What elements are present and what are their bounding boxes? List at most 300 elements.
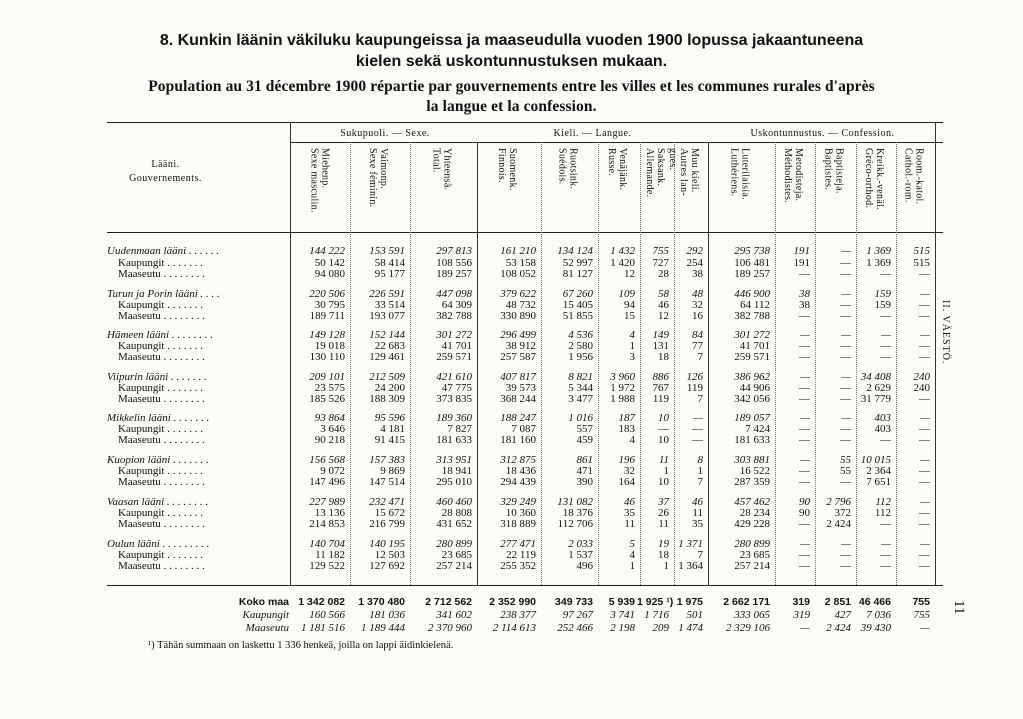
table-cell: 15 672 bbox=[374, 507, 405, 519]
table-cell: 108 052 bbox=[500, 268, 536, 280]
table-cell: — bbox=[840, 476, 851, 488]
table-cell: 19 bbox=[658, 538, 669, 550]
table-cell: 19 018 bbox=[314, 340, 345, 352]
table-cell: — bbox=[799, 560, 810, 572]
table-cell: — bbox=[840, 549, 851, 561]
table-cell: 4 bbox=[629, 434, 635, 446]
table-cell: — bbox=[799, 518, 810, 530]
table-cell: — bbox=[919, 476, 930, 488]
table-cell: 5 bbox=[629, 538, 635, 550]
total-cell: 1 925 ¹) bbox=[637, 596, 674, 608]
table-cell: 459 bbox=[576, 434, 593, 446]
table-cell: 44 906 bbox=[739, 382, 770, 394]
table-cell: 3 bbox=[629, 351, 635, 363]
table-cell: 403 bbox=[874, 423, 891, 435]
total-cell: 181 036 bbox=[369, 609, 405, 621]
table-cell: 183 bbox=[618, 423, 635, 435]
table-cell: 38 bbox=[692, 268, 703, 280]
table-cell: 129 461 bbox=[369, 351, 405, 363]
total-cell: 349 733 bbox=[555, 596, 593, 608]
row-label: Maaseutu . . . . . . . . bbox=[107, 476, 205, 488]
table-cell: — bbox=[919, 518, 930, 530]
table-cell: 52 997 bbox=[562, 257, 593, 269]
table-cell: 382 788 bbox=[734, 310, 770, 322]
table-row bbox=[107, 519, 937, 530]
table-cell: 7 bbox=[697, 549, 703, 561]
table-cell: 189 360 bbox=[436, 412, 472, 424]
table-cell: — bbox=[840, 560, 851, 572]
table-cell: 90 bbox=[799, 496, 810, 508]
table-cell: 47 775 bbox=[441, 382, 472, 394]
table-cell: 379 622 bbox=[500, 288, 536, 300]
table-cell: 1 bbox=[663, 465, 669, 477]
table-cell: 64 309 bbox=[441, 299, 472, 311]
total-cell: 2 198 bbox=[610, 622, 635, 634]
table-cell: 8 821 bbox=[568, 371, 593, 383]
table-cell: 15 405 bbox=[562, 299, 593, 311]
row-label: Mikkelin lääni . . . . . . . bbox=[107, 412, 210, 424]
table-cell: 2 796 bbox=[826, 496, 851, 508]
table-cell: 342 056 bbox=[734, 393, 770, 405]
table-cell: 373 835 bbox=[436, 393, 472, 405]
table-cell: 255 352 bbox=[500, 560, 536, 572]
total-label: Maaseutu bbox=[245, 622, 289, 634]
row-label: Vaasan lääni . . . . . . . . bbox=[107, 496, 209, 508]
footnote: ¹) Tähän summaan on laskettu 1 336 henkeä, joilla on lappi äidinkielenä. bbox=[148, 640, 454, 651]
table-cell: 91 415 bbox=[374, 434, 405, 446]
body-bottom-rule bbox=[107, 585, 943, 586]
table-cell: — bbox=[841, 245, 851, 257]
table-cell: 3 960 bbox=[610, 371, 635, 383]
table-cell: — bbox=[840, 351, 851, 363]
table-cell: 55 bbox=[840, 454, 851, 466]
table-cell: 10 bbox=[658, 412, 669, 424]
table-cell: 257 587 bbox=[500, 351, 536, 363]
table-cell: — bbox=[799, 268, 810, 280]
table-cell: — bbox=[919, 299, 930, 311]
table-cell: 24 200 bbox=[374, 382, 405, 394]
table-cell: 131 082 bbox=[557, 496, 593, 508]
table-cell: 330 890 bbox=[500, 310, 536, 322]
table-cell: 119 bbox=[652, 393, 669, 405]
table-cell: 10 bbox=[658, 434, 669, 446]
table-cell: 131 bbox=[652, 340, 669, 352]
table-cell: 22 119 bbox=[506, 549, 536, 561]
table-cell: 1 bbox=[697, 465, 703, 477]
table-cell: — bbox=[840, 393, 851, 405]
table-cell: 447 098 bbox=[436, 288, 472, 300]
table-cell: 10 360 bbox=[505, 507, 536, 519]
total-cell: 427 bbox=[834, 609, 851, 621]
table-cell: 156 568 bbox=[309, 454, 345, 466]
table-cell: 294 439 bbox=[500, 476, 536, 488]
total-cell: 1 975 bbox=[676, 596, 703, 608]
total-cell: 2 712 562 bbox=[425, 596, 472, 608]
table-cell: 1 371 bbox=[678, 538, 703, 550]
table-cell: 287 359 bbox=[734, 476, 770, 488]
table-cell: 312 875 bbox=[500, 454, 536, 466]
table-cell: — bbox=[920, 288, 930, 300]
table-cell: — bbox=[800, 371, 810, 383]
column-header: Kreikk.-venäl. Gréco-orthod. bbox=[863, 148, 885, 210]
column-header: Yhteensä. Total. bbox=[430, 148, 453, 191]
table-cell: 147 496 bbox=[309, 476, 345, 488]
table-cell: 4 bbox=[629, 549, 635, 561]
table-cell: — bbox=[919, 507, 930, 519]
table-cell: 2 580 bbox=[568, 340, 593, 352]
table-cell: 254 bbox=[686, 257, 703, 269]
table-cell: — bbox=[841, 329, 851, 341]
table-cell: 1 016 bbox=[568, 412, 593, 424]
table-cell: 7 bbox=[697, 476, 703, 488]
table-cell: — bbox=[919, 423, 930, 435]
table-cell: 48 bbox=[692, 288, 703, 300]
table-cell: 1 bbox=[629, 340, 635, 352]
column-header: Room.-katol. Cathol.-rom. bbox=[902, 148, 925, 205]
table-cell: 191 bbox=[793, 245, 810, 257]
total-cell: 1 181 516 bbox=[301, 622, 345, 634]
table-cell: 390 bbox=[576, 476, 593, 488]
table-cell: — bbox=[693, 412, 703, 424]
table-cell: 18 376 bbox=[562, 507, 593, 519]
total-cell: 1 474 bbox=[678, 622, 703, 634]
table-cell: 35 bbox=[692, 518, 703, 530]
row-label: Kaupungit . . . . . . . bbox=[107, 507, 203, 519]
table-cell: 67 260 bbox=[562, 288, 593, 300]
table-cell: 144 222 bbox=[309, 245, 345, 257]
column-header: Saksank. Allemande. bbox=[644, 148, 666, 198]
table-cell: 212 509 bbox=[369, 371, 405, 383]
table-cell: 31 779 bbox=[860, 393, 891, 405]
table-cell: 259 571 bbox=[734, 351, 770, 363]
table-cell: 46 bbox=[624, 496, 635, 508]
table-cell: 1 364 bbox=[678, 560, 703, 572]
total-cell: 46 466 bbox=[858, 596, 891, 608]
table-cell: — bbox=[881, 329, 891, 341]
table-cell: — bbox=[919, 351, 930, 363]
row-label: Kuopion lääni . . . . . . . bbox=[107, 454, 209, 466]
table-cell: 301 272 bbox=[436, 329, 472, 341]
row-label: Kaupungit . . . . . . . bbox=[107, 423, 203, 435]
table-cell: 11 bbox=[658, 518, 669, 530]
table-cell: 161 210 bbox=[500, 245, 536, 257]
title-finnish-line1: 8. Kunkin läänin väkiluku kaupungeissa ja maaseudulla vuoden 1900 lopussa jakaantuneena bbox=[159, 32, 864, 49]
table-cell: 18 bbox=[658, 549, 669, 561]
table-top-rule bbox=[107, 122, 943, 123]
table-cell: 109 bbox=[618, 288, 635, 300]
page-number: 11 bbox=[951, 600, 967, 615]
table-cell: 9 869 bbox=[380, 465, 405, 477]
table-cell: 2 424 bbox=[826, 518, 851, 530]
table-cell: — bbox=[880, 268, 891, 280]
table-cell: — bbox=[692, 434, 703, 446]
table-cell: 240 bbox=[913, 382, 930, 394]
table-cell: 159 bbox=[874, 299, 891, 311]
table-cell: — bbox=[841, 412, 851, 424]
table-cell: 153 591 bbox=[369, 245, 405, 257]
table-cell: 53 158 bbox=[505, 257, 536, 269]
group-header-sex: Sukupuoli. — Sexe. bbox=[340, 128, 430, 139]
column-header: Venäjänk. Russe. bbox=[606, 148, 628, 191]
table-cell: 126 bbox=[686, 371, 703, 383]
stub-header bbox=[108, 158, 223, 186]
total-cell: 5 939 bbox=[608, 596, 635, 608]
table-cell: 1 432 bbox=[610, 245, 635, 257]
table-cell: 767 bbox=[652, 382, 669, 394]
table-cell: 2 033 bbox=[568, 538, 593, 550]
table-row bbox=[107, 394, 937, 405]
table-cell: 1 369 bbox=[866, 245, 891, 257]
row-label: Kaupungit . . . . . . . bbox=[107, 299, 203, 311]
table-cell: 280 899 bbox=[436, 538, 472, 550]
row-label: Maaseutu . . . . . . . . bbox=[107, 310, 205, 322]
total-cell: 160 566 bbox=[309, 609, 345, 621]
group-header-confession: Uskontunnustus. — Confession. bbox=[750, 128, 895, 139]
row-label: Kaupungit . . . . . . . bbox=[107, 549, 203, 561]
table-cell: — bbox=[800, 329, 810, 341]
table-cell: 189 257 bbox=[436, 268, 472, 280]
total-cell: 238 377 bbox=[500, 609, 536, 621]
table-cell: 515 bbox=[913, 245, 930, 257]
total-cell: — bbox=[920, 622, 930, 634]
table-cell: — bbox=[919, 465, 930, 477]
table-cell: 106 481 bbox=[734, 257, 770, 269]
table-cell: — bbox=[920, 412, 930, 424]
table-cell: 112 bbox=[874, 507, 891, 519]
table-cell: 301 272 bbox=[734, 329, 770, 341]
table-cell: 10 015 bbox=[860, 454, 891, 466]
table-cell: 4 536 bbox=[568, 329, 593, 341]
table-cell: 4 bbox=[629, 329, 635, 341]
table-cell: — bbox=[841, 288, 851, 300]
table-cell: 23 685 bbox=[739, 549, 770, 561]
table-cell: — bbox=[919, 434, 930, 446]
table-cell: 33 514 bbox=[374, 299, 405, 311]
table-cell: — bbox=[800, 412, 810, 424]
table-cell: 2 629 bbox=[866, 382, 891, 394]
row-label: Kaupungit . . . . . . . bbox=[107, 257, 203, 269]
table-cell: 181 633 bbox=[734, 434, 770, 446]
title-finnish-line2: kielen sekä uskontunnustuksen mukaan. bbox=[355, 53, 668, 70]
table-cell: 188 309 bbox=[369, 393, 405, 405]
table-cell: 11 182 bbox=[315, 549, 345, 561]
total-cell: 1 342 082 bbox=[298, 596, 345, 608]
table-cell: 557 bbox=[576, 423, 593, 435]
table-cell: 16 bbox=[692, 310, 703, 322]
table-cell: 38 bbox=[799, 288, 810, 300]
row-label: Maaseutu . . . . . . . . bbox=[107, 518, 205, 530]
title-finnish bbox=[0, 30, 1023, 72]
table-cell: 157 383 bbox=[369, 454, 405, 466]
total-cell: 2 370 960 bbox=[428, 622, 472, 634]
table-cell: — bbox=[800, 538, 810, 550]
table-cell: 1 bbox=[629, 560, 635, 572]
table-cell: 94 bbox=[624, 299, 635, 311]
table-cell: — bbox=[799, 340, 810, 352]
table-cell: 226 591 bbox=[369, 288, 405, 300]
total-row bbox=[205, 622, 945, 634]
total-row bbox=[205, 609, 945, 621]
table-cell: 886 bbox=[652, 371, 669, 383]
total-cell: 7 036 bbox=[866, 609, 891, 621]
table-cell: 189 257 bbox=[734, 268, 770, 280]
total-cell: — bbox=[800, 622, 810, 634]
table-cell: 457 462 bbox=[734, 496, 770, 508]
table-cell: 318 889 bbox=[500, 518, 536, 530]
table-cell: 39 573 bbox=[505, 382, 536, 394]
total-cell: 209 bbox=[652, 622, 669, 634]
table-cell: 30 795 bbox=[314, 299, 345, 311]
table-cell: 7 827 bbox=[447, 423, 472, 435]
table-cell: 51 855 bbox=[562, 310, 593, 322]
column-header: Muu kieli. Autres lan- gues. bbox=[667, 148, 700, 197]
table-cell: — bbox=[799, 382, 810, 394]
column-header: Luterilaisia. Luthériens. bbox=[728, 148, 751, 200]
table-cell: 16 522 bbox=[739, 465, 770, 477]
total-cell: 2 424 bbox=[826, 622, 851, 634]
total-cell: 1 189 444 bbox=[361, 622, 405, 634]
table-row bbox=[107, 246, 937, 257]
table-cell: 755 bbox=[652, 245, 669, 257]
table-cell: 12 bbox=[624, 268, 635, 280]
side-label: II. VÄESTÖ. bbox=[940, 300, 951, 365]
total-cell: 501 bbox=[686, 609, 703, 621]
row-label: Kaupungit . . . . . . . bbox=[107, 465, 203, 477]
table-cell: 496 bbox=[576, 560, 593, 572]
table-cell: 12 bbox=[658, 310, 669, 322]
row-label: Maaseutu . . . . . . . . bbox=[107, 393, 205, 405]
table-row bbox=[107, 269, 937, 280]
table-cell: 147 514 bbox=[369, 476, 405, 488]
total-cell: 2 851 bbox=[824, 596, 851, 608]
title-french-line2: la langue et la confession. bbox=[426, 98, 597, 115]
table-cell: 64 112 bbox=[740, 299, 770, 311]
table-cell: 46 bbox=[692, 496, 703, 508]
table-cell: 108 556 bbox=[436, 257, 472, 269]
table-cell: 95 596 bbox=[374, 412, 405, 424]
row-label: Maaseutu . . . . . . . . bbox=[107, 268, 205, 280]
total-cell: 3 741 bbox=[610, 609, 635, 621]
table-cell: 460 460 bbox=[436, 496, 472, 508]
table-cell: 28 808 bbox=[441, 507, 472, 519]
table-cell: 15 bbox=[624, 310, 635, 322]
table-cell: 18 941 bbox=[441, 465, 472, 477]
total-cell: 755 bbox=[912, 596, 930, 608]
table-cell: 28 bbox=[658, 268, 669, 280]
table-cell: 188 247 bbox=[500, 412, 536, 424]
table-cell: 372 bbox=[834, 507, 851, 519]
table-cell: 429 228 bbox=[734, 518, 770, 530]
table-cell: 189 057 bbox=[734, 412, 770, 424]
table-row bbox=[107, 435, 937, 446]
table-cell: — bbox=[920, 496, 930, 508]
table-cell: 303 881 bbox=[734, 454, 770, 466]
table-cell: 41 701 bbox=[739, 340, 770, 352]
table-cell: 38 bbox=[799, 299, 810, 311]
table-cell: 129 522 bbox=[309, 560, 345, 572]
table-cell: 159 bbox=[874, 288, 891, 300]
table-cell: 7 651 bbox=[866, 476, 891, 488]
table-row bbox=[107, 477, 937, 488]
table-cell: 313 951 bbox=[436, 454, 472, 466]
table-cell: 58 414 bbox=[374, 257, 405, 269]
row-label: Maaseutu . . . . . . . . bbox=[107, 560, 205, 572]
table-cell: 1 972 bbox=[610, 382, 635, 394]
table-row bbox=[107, 352, 937, 363]
table-cell: — bbox=[919, 560, 930, 572]
table-cell: — bbox=[881, 538, 891, 550]
row-label: Uudenmaan lääni . . . . . . bbox=[107, 245, 220, 257]
table-cell: 35 bbox=[624, 507, 635, 519]
table-cell: — bbox=[840, 268, 851, 280]
table-cell: 515 bbox=[913, 257, 930, 269]
table-cell: — bbox=[880, 434, 891, 446]
table-cell: 23 685 bbox=[441, 549, 472, 561]
total-cell: 2 662 171 bbox=[723, 596, 770, 608]
total-label: Kaupungit bbox=[242, 609, 289, 621]
table-cell: — bbox=[919, 549, 930, 561]
title-french bbox=[0, 77, 1023, 117]
table-cell: 93 864 bbox=[314, 412, 345, 424]
table-cell: — bbox=[841, 371, 851, 383]
table-cell: 55 bbox=[840, 465, 851, 477]
table-cell: — bbox=[841, 538, 851, 550]
table-cell: 1 956 bbox=[568, 351, 593, 363]
header-bottom-rule bbox=[107, 232, 943, 233]
row-label: Turun ja Porin lääni . . . . bbox=[107, 288, 220, 300]
table-cell: 149 bbox=[652, 329, 669, 341]
table-cell: 38 912 bbox=[505, 340, 536, 352]
table-cell: 48 732 bbox=[505, 299, 536, 311]
table-cell: — bbox=[692, 423, 703, 435]
table-cell: — bbox=[799, 393, 810, 405]
table-cell: 386 962 bbox=[734, 371, 770, 383]
table-cell: 119 bbox=[686, 382, 703, 394]
table-cell: — bbox=[919, 268, 930, 280]
table-cell: 329 249 bbox=[500, 496, 536, 508]
table-cell: — bbox=[919, 310, 930, 322]
table-cell: 187 bbox=[618, 412, 635, 424]
row-label: Kaupungit . . . . . . . bbox=[107, 340, 203, 352]
table-cell: 34 408 bbox=[860, 371, 891, 383]
table-cell: 12 503 bbox=[374, 549, 405, 561]
group-header-rule bbox=[290, 142, 943, 143]
row-label: Viipurin lääni . . . . . . . bbox=[107, 371, 207, 383]
table-cell: 134 124 bbox=[557, 245, 593, 257]
table-cell: 7 424 bbox=[745, 423, 770, 435]
table-cell: 7 bbox=[697, 393, 703, 405]
table-cell: 58 bbox=[658, 288, 669, 300]
table-cell: — bbox=[880, 549, 891, 561]
table-cell: 1 bbox=[663, 560, 669, 572]
table-cell: — bbox=[880, 518, 891, 530]
table-cell: 196 bbox=[618, 454, 635, 466]
table-cell: 112 bbox=[875, 496, 891, 508]
row-label: Maaseutu . . . . . . . . bbox=[107, 434, 205, 446]
table-cell: 259 571 bbox=[436, 351, 472, 363]
table-cell: — bbox=[880, 310, 891, 322]
table-cell: — bbox=[840, 382, 851, 394]
table-cell: 18 436 bbox=[505, 465, 536, 477]
title-french-line1: Population au 31 décembre 1900 répartie par gouvernements entre les villes et les communes rurales d'après bbox=[148, 78, 875, 95]
table-cell: 3 646 bbox=[320, 423, 345, 435]
table-cell: 193 077 bbox=[369, 310, 405, 322]
table-cell: 727 bbox=[652, 257, 669, 269]
table-cell: 280 899 bbox=[734, 538, 770, 550]
table-cell: 292 bbox=[686, 245, 703, 257]
table-cell: 26 bbox=[658, 507, 669, 519]
table-cell: 1 537 bbox=[568, 549, 593, 561]
